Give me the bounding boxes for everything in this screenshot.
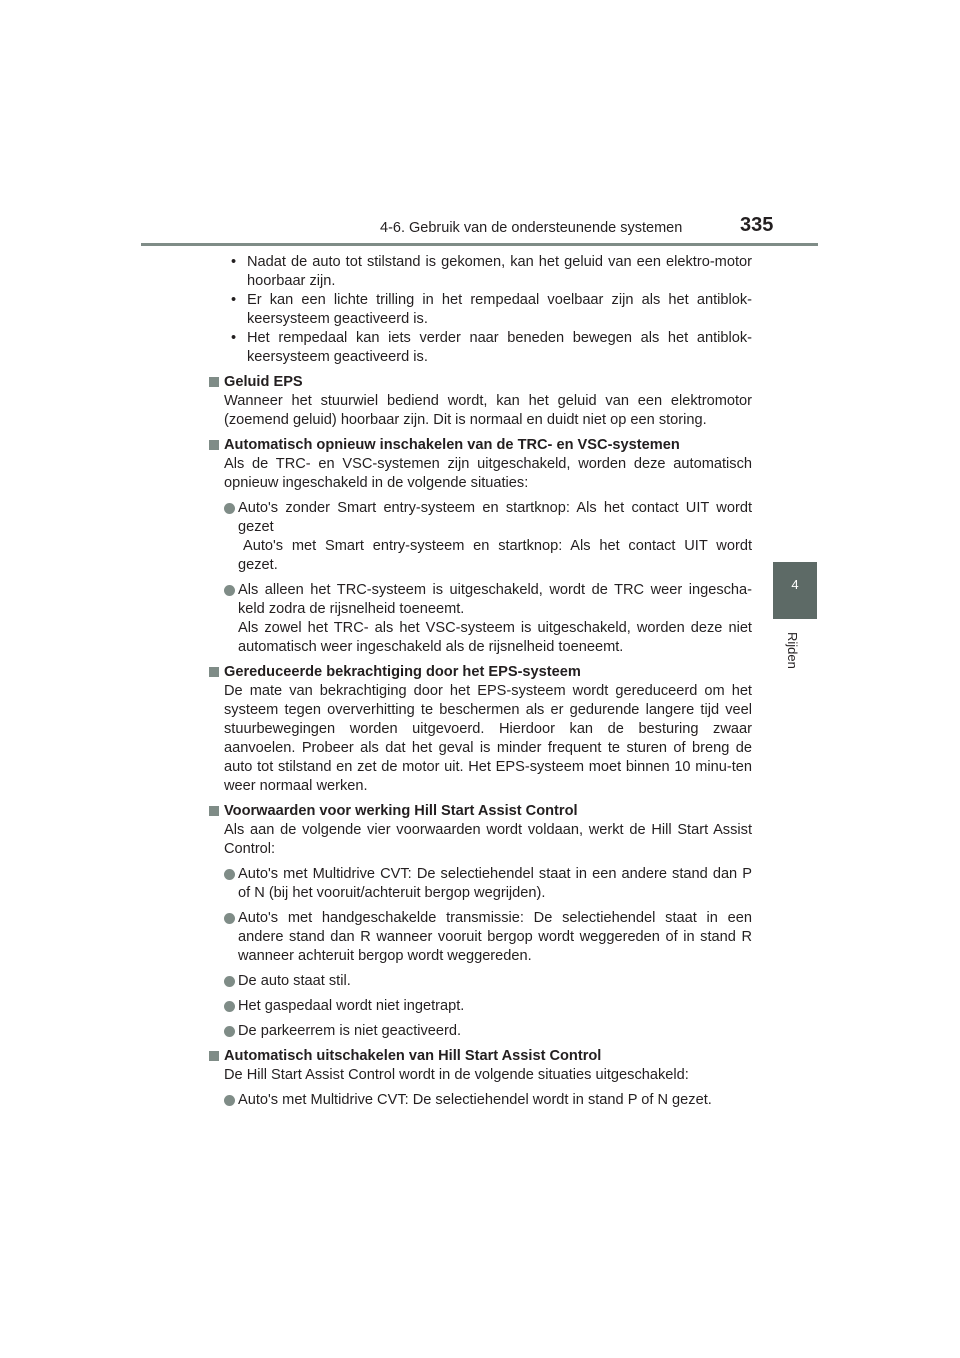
intro-dash-list bbox=[208, 253, 752, 367]
circle-bullet-icon bbox=[224, 869, 235, 880]
list-item: De auto staat stil. bbox=[208, 972, 752, 991]
section-title: Gereduceerde bekrachtiging door het EPS-systeem bbox=[208, 663, 752, 682]
list-item: Het gaspedaal wordt niet ingetrapt. bbox=[208, 997, 752, 1016]
circle-bullet-icon bbox=[224, 976, 235, 987]
square-bullet-icon bbox=[209, 440, 219, 450]
chapter-tab-number: 4 bbox=[791, 577, 799, 592]
section-header-title: 4-6. Gebruik van de ondersteunende systemen bbox=[380, 220, 683, 236]
section-eps-sound bbox=[208, 373, 752, 430]
list-item: • Er kan een lichte trilling in het rempedaal voelbaar zijn als het antiblok-keersysteem geactiveerd is. bbox=[231, 292, 752, 327]
section-eps-reduced bbox=[208, 663, 752, 796]
list-item: De parkeerrem is niet geactiveerd. bbox=[208, 1022, 752, 1041]
section-body: Als aan de volgende vier voorwaarden wordt voldaan, werkt de Hill Start Assist Control: bbox=[224, 822, 752, 857]
chapter-tab-label: Rijden bbox=[785, 632, 800, 669]
section-title: Automatisch opnieuw inschakelen van de TRC- en VSC-systemen bbox=[208, 436, 752, 455]
list-item: Auto's met handgeschakelde transmissie: De selectiehendel staat in een andere stand dan R wanneer vooruit bergop wordt weggereden of in stand R wanneer achteruit bergop wordt weggereden. bbox=[208, 909, 752, 966]
square-bullet-icon bbox=[209, 806, 219, 816]
square-bullet-icon bbox=[209, 1051, 219, 1061]
page-content bbox=[208, 253, 752, 1116]
circle-bullet-icon bbox=[224, 913, 235, 924]
section-body: De Hill Start Assist Control wordt in de volgende situaties uitgeschakeld: bbox=[224, 1067, 689, 1083]
square-bullet-icon bbox=[209, 377, 219, 387]
list-item: Auto's met Multidrive CVT: De selectiehendel wordt in stand P of N gezet. bbox=[208, 1091, 752, 1110]
circle-bullet-icon bbox=[224, 503, 235, 514]
section-trc-vsc bbox=[208, 436, 752, 657]
section-title: Automatisch uitschakelen van Hill Start Assist Control bbox=[208, 1047, 752, 1066]
section-hill-conditions bbox=[208, 802, 752, 1041]
list-item: Auto's zonder Smart entry-systeem en startknop: Als het contact UIT wordt gezet Auto's met Smart entry-systeem en startknop: Als het contact UIT wordt gezet. bbox=[208, 499, 752, 575]
section-body: De mate van bekrachtiging door het EPS-systeem wordt gereduceerd om het systeem tegen oververhitting te beschermen als er gedurende langere tijd veel stuurbewegingen worden uitgevoerd. Hierdoor kan de besturing zwaar aanvoelen. Probeer als dat het geval is minder frequent te sturen of breng de auto tot stilstand en zet de motor uit. Het EPS-systeem moet binnen 10 minu-ten weer normaal werken. bbox=[224, 683, 752, 794]
circle-bullet-icon bbox=[224, 1095, 235, 1106]
circle-bullet-icon bbox=[224, 1026, 235, 1037]
header-divider bbox=[141, 243, 818, 246]
square-bullet-icon bbox=[209, 667, 219, 677]
list-item: • Het rempedaal kan iets verder naar beneden bewegen als het antiblok-keersysteem geactiveerd is. bbox=[231, 330, 752, 365]
list-item: Auto's met Multidrive CVT: De selectiehendel staat in een andere stand dan P of N (bij het vooruit/achteruit bergop wegrijden). bbox=[208, 865, 752, 903]
list-item: • Nadat de auto tot stilstand is gekomen, kan het geluid van een elektro-motor hoorbaar zijn. bbox=[231, 254, 752, 289]
section-body: Als de TRC- en VSC-systemen zijn uitgeschakeld, worden deze automatisch opnieuw ingeschakeld in de volgende situaties: bbox=[224, 456, 752, 491]
section-title: Geluid EPS bbox=[208, 373, 752, 392]
page-number: 335 bbox=[740, 214, 774, 236]
chapter-tab bbox=[773, 562, 817, 619]
circle-bullet-icon bbox=[224, 1001, 235, 1012]
section-title: Voorwaarden voor werking Hill Start Assist Control bbox=[208, 802, 752, 821]
circle-bullet-icon bbox=[224, 585, 235, 596]
list-item: Als alleen het TRC-systeem is uitgeschakeld, wordt de TRC weer ingescha-keld zodra de rijsnelheid toeneemt. Als zowel het TRC- als het VSC-systeem is uitgeschakeld, worden deze niet automatisch weer ingeschakeld als de rijsnelheid toeneemt. bbox=[208, 581, 752, 657]
section-body: Wanneer het stuurwiel bediend wordt, kan het geluid van een elektromotor (zoemend geluid) hoorbaar zijn. Dit is normaal en duidt niet op een storing. bbox=[224, 393, 752, 428]
section-hill-off bbox=[208, 1047, 752, 1110]
